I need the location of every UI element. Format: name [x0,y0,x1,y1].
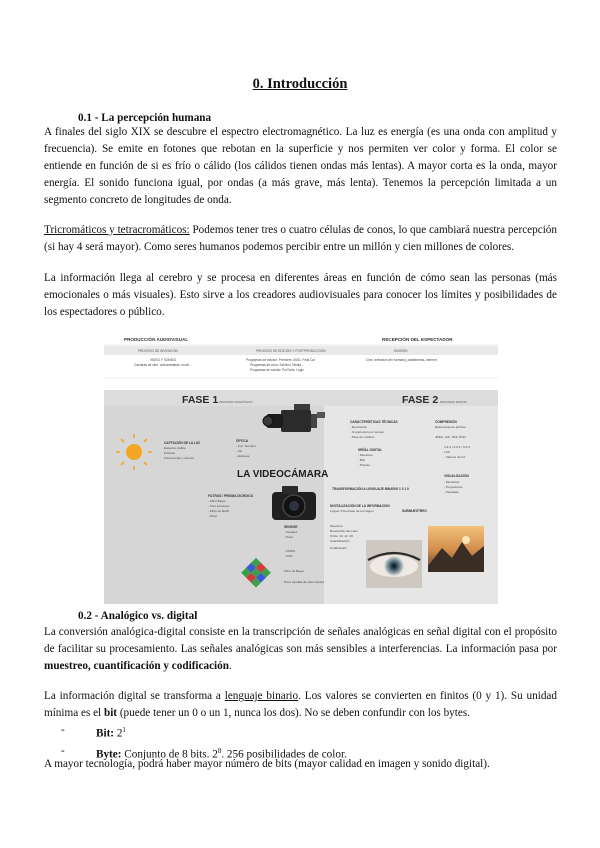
fig-captura: CAPTACIÓN DE LA LUZ [164,441,201,445]
section-heading-perception: 0.1 - La percepción humana [78,112,212,124]
fig-luz: LUZ [444,450,450,454]
bullet-byte-rest: . 256 posibilidades de color. [221,748,347,761]
fig-car-c: - Tasa de cuadros [350,435,375,439]
fig-senal-b: - Bits [358,458,366,462]
fig-senal-title: SEÑAL DIGITAL [358,448,383,452]
fig-sensor-c: - CMOS [284,549,296,553]
bullet-bit-exponent: 1 [122,726,126,734]
paragraph-cones-text: Podemos tener tres o cuatro células de conos, lo que cambiará nuestra percepción (si hay 4 será mayor). Como seres humanos podemos percibir entre un millón y cien millones de colores. [44,224,557,254]
fig-pixel: Píxel (unidad de información) [284,580,325,584]
page-title: 0. Introducción [252,76,348,92]
fig-captura-b: Fotones [164,451,176,455]
paragraph-technology: A mayor tecnología, podrá haber mayor número de bits (mayor calidad en imagen y sonido digital). [44,758,490,770]
list-item-bit [44,722,557,743]
fig-optica-a: - Foc. humano [236,444,256,448]
fig-col3-title: EMISIÓN [394,349,408,353]
fig-fase1: FASE 1 [182,394,219,406]
fig-trans-title: TRANSFORMACIÓN A LENGUAJE BINARIO 1 0 1 0 [332,487,409,491]
fig-comp-title: COMPRESIÓN [435,420,457,424]
fig-comp-b: JPEG, GIF, TIFF, PNG [435,435,466,439]
term-tricromaticos: Tricromáticos y tetracromáticos: [44,224,190,236]
fig-comp-a: Estructuras de archivo [435,425,466,429]
eye-image [366,540,422,588]
fig-right-header: RECEPCIÓN DEL ESPECTADOR [382,337,453,342]
fig-luz-a: - Valores de luz [444,455,466,459]
binary-text-c: . Los valores se convierten en finitos (0 y 1). Su unidad mínima es el [44,690,557,720]
fig-car-b: - Compresión por tiempo [350,430,385,434]
fig-vis-a: - Monitores [444,480,460,484]
bullet-bit-value: 2 [116,727,123,740]
fig-fase2: FASE 2 [402,394,439,406]
fig-muestreo: Muestreo [330,524,343,528]
bullet-byte-value: Conjunto de 8 bits. 2 [124,748,218,761]
binary-text-a: La información digital se transforma a [44,690,225,702]
fig-dig-title: DIGITALIZACIÓN DE LA INFORMACIÓN [330,504,390,508]
bullet-bit-label: Bit: [96,727,115,740]
binary-text-e: (puede tener un 0 o un 1, nunca los dos). No se deben confundir con los bytes. [117,707,470,720]
landscape-image [428,526,484,572]
fig-prisma-a: - Filtro Bayer [208,499,226,503]
fig-cuant: Cuantificación [330,539,350,543]
fig-sub-a: 4:4:4 / 4:2:2 / 4:2:0 [444,445,470,449]
fig-col3-a: Cine, televisión (en formato), plataformas, internet [366,358,437,362]
fig-optica-b: - Iris [236,449,243,453]
paragraph-spectrum: A finales del siglo XIX se descubre el espectro electromagnético. La luz es energía (es una onda con amplitud y frecuencia). Se emite en fotones que rebotan en la superficie y nos permiten ver color y forma. El color se entiende en función de si es frío o cálido (los cálidos tienen ondas más lentas). A mayor corta es la onda, mayor energía. El sonido funciona igual, por ondas (a más grave, más lenta). Tenemos la percepción limitada a un segmento concreto de longitudes de onda. [44,126,557,207]
fig-center-title: LA VIDEOCÁMARA [237,469,329,480]
fig-vis: VISUALIZACIÓN [444,474,469,478]
fig-captura-a: Espectro visible [164,446,186,450]
bullet-byte-exponent: 8 [217,746,222,755]
fig-sensor-d: - CCD [284,554,293,558]
fig-optica: ÓPTICA [236,439,249,443]
fig-senal-a: - Muestreo [358,453,373,457]
fig-bayer: Filtro de Bayer [284,569,305,573]
fig-col1-a: VIDEO Y SONIDO [150,358,177,362]
paragraph-cones [44,222,557,256]
fig-senal-c: - Píxeles [358,463,371,467]
bullet-bit-content [96,722,126,743]
paragraph-conversion [44,624,557,675]
bit-term: bit [103,707,118,720]
fig-captura-c: Frecuencias y colores [164,456,195,460]
conversion-emphasis: muestreo, cuantificación y codificación [44,660,229,673]
conversion-text-a: La conversión analógica-digital consiste en la transcripción de señales analógicas en señal digital con el propósito de facilitar su procesamiento. Las señales analógicas son más sensibles a interferencias. La información pasa por [44,626,557,656]
fig-vis-b: - Proyectores [444,485,463,489]
fig-col1-b: Cámaras de cine, videocámaras, móvil... [134,363,192,367]
fig-fase1-sub: PROCESO ANALÓGICO [219,400,253,404]
fig-col2-b: Programas de color: DaVinci, Media... [250,363,304,367]
paragraph-brain: La información llega al cerebro y se procesa en diferentes áreas en función de cómo sean las personas (más emocionales o más visuales). Esto sirve a los creadores audiovisuales para conocer los límites y posibilidades de los espectadores o público. [44,272,557,319]
fig-left-header: PRODUCCIÓN AUDIOVISUAL [124,337,189,342]
bullet-dash: - [61,744,65,757]
conversion-text-c: . [228,660,232,673]
bullet-byte-label: Byte: [96,748,122,761]
fig-col2-title: PROCESO DE EDICIÓN Y POSTPRODUCCIÓN [256,349,326,353]
bullet-dash: - [61,724,65,736]
binary-term: lenguaje binario [224,690,299,702]
fig-optica-c: - Enfoque [236,454,250,458]
fig-col2-c: Programas de sonido: ProTools, Logic [250,368,304,372]
fig-vis-c: - Pantallas [444,490,459,494]
videocamera-diagram [104,334,498,604]
fig-codif: Codificación [330,546,347,550]
fig-col2-a: Programas de edición: Premiere, AVID, Final Cut [246,358,316,362]
paragraph-binary [44,688,557,722]
fig-dig-a: Lograr: Píxel base de la imagen [330,509,374,513]
fig-car-title: CARACTERÍSTICAS TÉCNICAS [350,420,398,424]
fig-sensor-b: - Píxel [284,535,293,539]
fig-sensor-a: - Canales [284,530,298,534]
fig-fase2-sub: PROCESO DIGITAL [440,400,468,404]
fig-col1-title: PROCESO DE INVENCIÓN [138,349,178,353]
fig-car-a: - Resolución [350,425,368,429]
fig-prisma-d: - Píxel [208,514,217,518]
fig-sensor: SENSOR [284,525,298,529]
fig-prisma-b: - Tres sensores [208,504,230,508]
fig-prisma: FILTROS / PRISMA DICROICO [208,494,254,498]
fig-prisma-c: - Filtro de RGB [208,509,229,513]
fig-muestreo-b: 8 bits, 10, 12, 16 [330,534,353,538]
section-heading-analog-digital: 0.2 - Analógico vs. digital [78,610,198,622]
fig-muestreo-a: Resolución del color [330,529,358,533]
fig-sub-title: SUBMUESTREO [402,509,427,513]
